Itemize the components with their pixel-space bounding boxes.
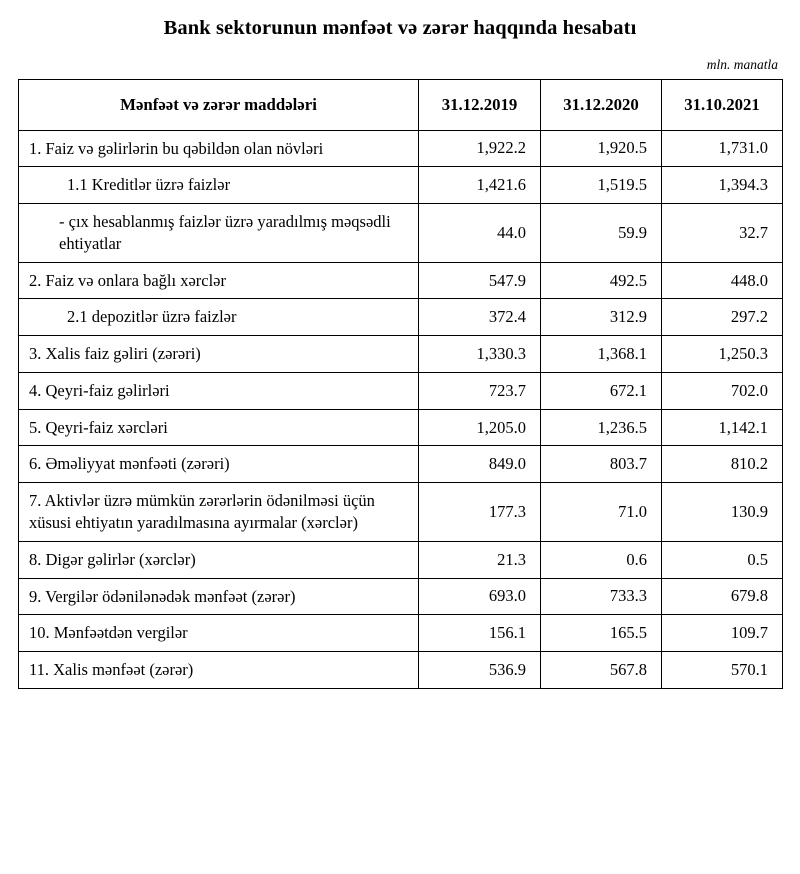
row-value: 679.8 (662, 578, 783, 615)
row-value: 312.9 (541, 299, 662, 336)
row-label: 4. Qeyri-faiz gəlirləri (19, 372, 419, 409)
row-value: 810.2 (662, 446, 783, 483)
row-value: 570.1 (662, 652, 783, 689)
row-value: 1,330.3 (419, 336, 541, 373)
row-label: 9. Vergilər ödənilənədək mənfəət (zərər) (19, 578, 419, 615)
column-header-items: Mənfəət və zərər maddələri (19, 79, 419, 130)
row-value: 297.2 (662, 299, 783, 336)
row-value: 567.8 (541, 652, 662, 689)
unit-note: mln. manatla (706, 56, 778, 72)
row-value: 1,922.2 (419, 130, 541, 167)
row-value: 723.7 (419, 372, 541, 409)
row-value: 547.9 (419, 262, 541, 299)
row-value: 1,236.5 (541, 409, 662, 446)
table-header-row (19, 79, 783, 130)
row-label: 1. Faiz və gəlirlərin bu qəbildən olan növləri (19, 130, 419, 167)
table-row (19, 167, 783, 204)
row-value: 0.5 (662, 541, 783, 578)
row-value: 130.9 (662, 483, 783, 542)
row-value: 702.0 (662, 372, 783, 409)
table-row (19, 262, 783, 299)
column-header-2019: 31.12.2019 (419, 79, 541, 130)
document-page (0, 16, 800, 874)
table-row (19, 409, 783, 446)
page-title: Bank sektorunun mənfəət və zərər haqqında hesabatı (163, 17, 637, 39)
row-label: 5. Qeyri-faiz xərcləri (19, 409, 419, 446)
row-value: 165.5 (541, 615, 662, 652)
row-value: 59.9 (541, 204, 662, 263)
column-header-2021: 31.10.2021 (662, 79, 783, 130)
row-value: 1,368.1 (541, 336, 662, 373)
row-value: 536.9 (419, 652, 541, 689)
table-row (19, 652, 783, 689)
table-row (19, 336, 783, 373)
table-row (19, 204, 783, 263)
row-value: 1,421.6 (419, 167, 541, 204)
row-label: 1.1 Kreditlər üzrə faizlər (19, 167, 419, 204)
profit-loss-table (18, 79, 783, 689)
row-value: 32.7 (662, 204, 783, 263)
row-value: 1,250.3 (662, 336, 783, 373)
row-value: 492.5 (541, 262, 662, 299)
row-value: 71.0 (541, 483, 662, 542)
row-label: 10. Mənfəətdən vergilər (19, 615, 419, 652)
row-value: 177.3 (419, 483, 541, 542)
row-value: 1,731.0 (662, 130, 783, 167)
row-value: 1,394.3 (662, 167, 783, 204)
row-value: 849.0 (419, 446, 541, 483)
row-value: 803.7 (541, 446, 662, 483)
table-body (19, 130, 783, 688)
row-value: 672.1 (541, 372, 662, 409)
row-label: 7. Aktivlər üzrə mümkün zərərlərin ödənilməsi üçün xüsusi ehtiyatın yaradılmasına ayırmalar (xərclər) (19, 483, 419, 542)
table-row (19, 130, 783, 167)
row-value: 44.0 (419, 204, 541, 263)
row-value: 1,205.0 (419, 409, 541, 446)
row-value: 1,142.1 (662, 409, 783, 446)
row-label: - çıx hesablanmış faizlər üzrə yaradılmış məqsədli ehtiyatlar (19, 204, 419, 263)
row-value: 1,920.5 (541, 130, 662, 167)
row-value: 448.0 (662, 262, 783, 299)
row-value: 733.3 (541, 578, 662, 615)
table-row (19, 615, 783, 652)
row-value: 372.4 (419, 299, 541, 336)
column-header-2020: 31.12.2020 (541, 79, 662, 130)
table-header (19, 79, 783, 130)
row-value: 109.7 (662, 615, 783, 652)
row-label: 2.1 depozitlər üzrə faizlər (19, 299, 419, 336)
row-label: 2. Faiz və onlara bağlı xərclər (19, 262, 419, 299)
table-row (19, 372, 783, 409)
row-label: 6. Əməliyyat mənfəəti (zərəri) (19, 446, 419, 483)
row-value: 156.1 (419, 615, 541, 652)
table-row (19, 578, 783, 615)
row-value: 21.3 (419, 541, 541, 578)
table-row (19, 446, 783, 483)
row-label: 3. Xalis faiz gəliri (zərəri) (19, 336, 419, 373)
table-row (19, 299, 783, 336)
row-label: 8. Digər gəlirlər (xərclər) (19, 541, 419, 578)
table-row (19, 541, 783, 578)
table-row (19, 483, 783, 542)
row-label: 11. Xalis mənfəət (zərər) (19, 652, 419, 689)
row-value: 1,519.5 (541, 167, 662, 204)
row-value: 0.6 (541, 541, 662, 578)
row-value: 693.0 (419, 578, 541, 615)
